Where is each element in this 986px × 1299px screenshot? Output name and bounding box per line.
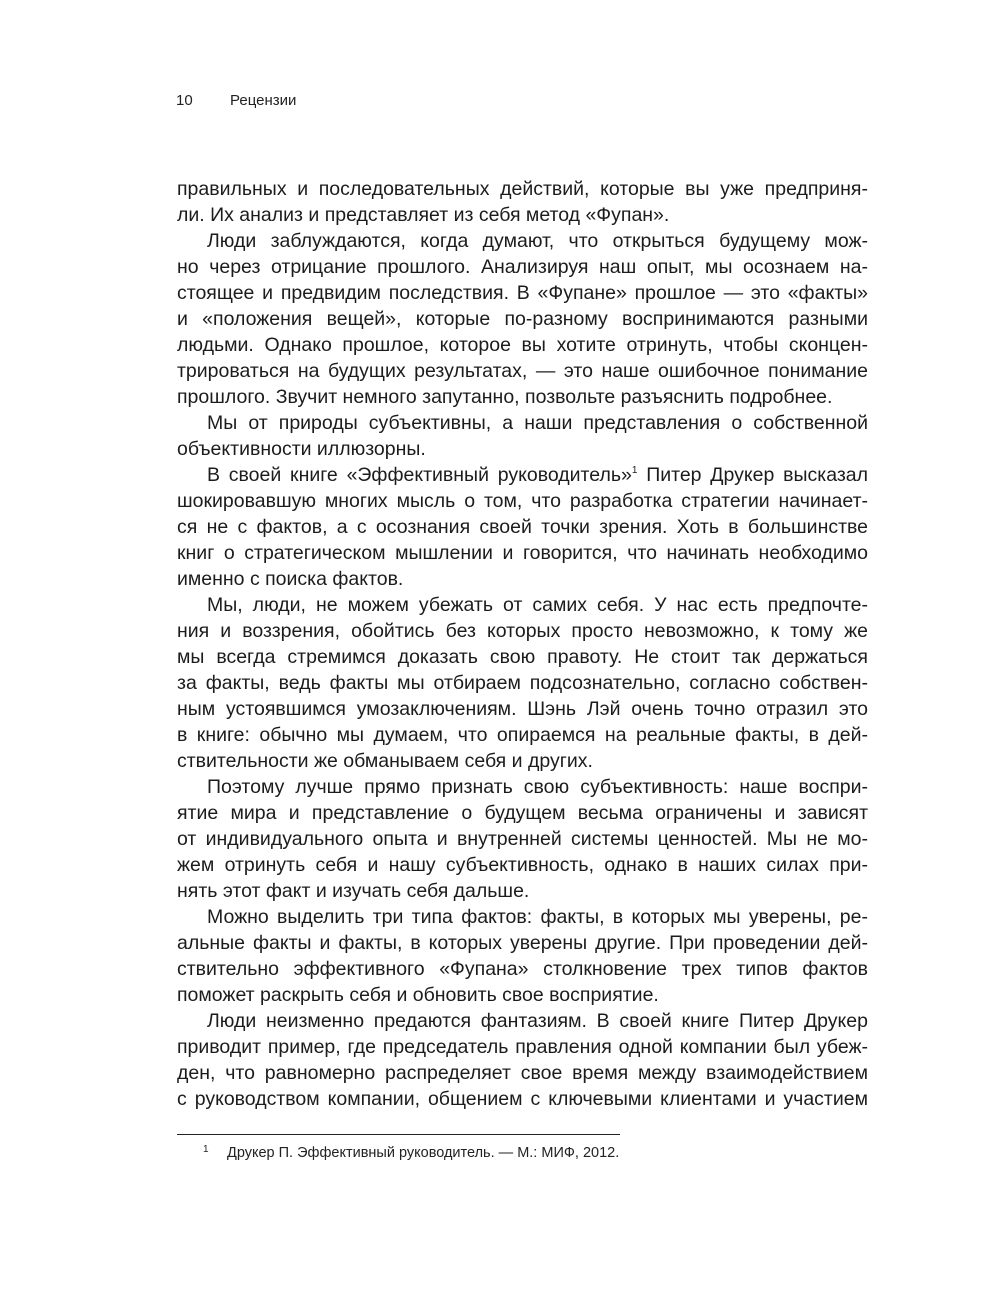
text-line: за факты, ведь факты мы отбираем подсознательно, согласно собствен- (177, 672, 868, 694)
page-header (176, 91, 296, 111)
text-line: Мы от природы субъективны, а наши представления о собственной (207, 412, 868, 434)
footnote-marker: 1 (203, 1144, 209, 1155)
text-line: ден, что равномерно распределяет свое время между взаимодействием (177, 1062, 868, 1084)
footnote (203, 1140, 619, 1163)
text-line: но через отрицание прошлого. Анализируя наш опыт, мы осознаем на- (177, 256, 868, 278)
text-line: от индивидуального опыта и внутренней системы ценностей. Мы не мо- (177, 828, 868, 850)
text-line: именно с поиска фактов. (177, 568, 404, 590)
text-line: правильных и последовательных действий, которые вы уже предприня- (177, 178, 868, 200)
text-line: стоящее и предвидим последствия. В «Фупане» прошлое — это «факты» (177, 282, 868, 304)
text-line: жем отринуть себя и нашу субъективность, однако в наших силах при- (177, 854, 868, 876)
text-line: ся не с фактов, а с осознания своей точки зрения. Хоть в большинстве (177, 516, 868, 538)
text-line: альные факты и факты, в которых уверены другие. При проведении дей- (177, 932, 868, 954)
text-line: шокировавшую многих мысль о том, что разработка стратегии начинает- (177, 490, 868, 512)
text-line: ным устоявшимся умозаключениям. Шэнь Лэй очень точно отразил это (177, 698, 868, 720)
text-line: книг о стратегическом мышлении и говорится, что начинать необходимо (177, 542, 868, 564)
text-fragment: В своей книге «Эффективный руководитель» (207, 464, 632, 486)
text-line: Мы, люди, не можем убежать от самих себя. У нас есть предпочте- (207, 594, 868, 616)
text-line: Можно выделить три типа фактов: факты, в которых мы уверены, ре- (207, 906, 868, 928)
text-line: приводит пример, где председатель правления одной компании был убеж- (177, 1036, 868, 1058)
text-line: трироваться на будущих результатах, — это наше ошибочное понимание (177, 360, 868, 382)
text-line: Люди неизменно предаются фантазиям. В своей книге Питер Друкер (207, 1010, 868, 1032)
text-line: поможет раскрыть себя и обновить свое восприятие. (177, 984, 659, 1006)
text-line: мы всегда стремимся доказать свою правоту. Не стоит так держаться (177, 646, 868, 668)
text-line: ствительно эффективного «Фупана» столкновение трех типов фактов (177, 958, 868, 980)
text-line: в книге: обычно мы думаем, что опираемся на реальные факты, в дей- (177, 724, 868, 746)
paragraph (177, 410, 868, 462)
text-fragment: Питер Друкер высказал (637, 464, 868, 486)
paragraph (177, 462, 868, 592)
running-title: Рецензии (230, 92, 297, 109)
text-line: людьми. Однако прошлое, которое вы хотите отринуть, чтобы сконцен- (177, 334, 868, 356)
text-line: ствительности же обманываем себя и других. (177, 750, 593, 772)
text-line: объективности иллюзорны. (177, 438, 426, 460)
text-line: ния и воззрения, обойтись без которых просто невозможно, к тому же (177, 620, 868, 642)
page-number: 10 (176, 92, 193, 109)
paragraph (177, 228, 868, 410)
text-line: нять этот факт и изучать себя дальше. (177, 880, 530, 902)
footnote-divider (177, 1134, 620, 1135)
footnote-text: Друкер П. Эффективный руководитель. — М.: МИФ, 2012. (227, 1145, 620, 1161)
text-line: и «положения вещей», которые по-разному воспринимаются разными (177, 308, 868, 330)
paragraph (177, 176, 868, 228)
footnote-reference: 1 (631, 465, 638, 476)
paragraph (177, 904, 868, 1008)
paragraph (177, 1008, 868, 1112)
text-line: ятие мира и представление о будущем весьма ограничены и зависят (177, 802, 868, 824)
paragraph (177, 592, 868, 774)
text-line: ли. Их анализ и представляет из себя метод «Фупан». (177, 204, 670, 226)
text-line (177, 462, 868, 488)
text-line: Люди заблуждаются, когда думают, что открыться будущему мож- (207, 230, 868, 252)
text-line: прошлого. Звучит немного запутанно, позвольте разъяснить подробнее. (177, 386, 833, 408)
text-line: с руководством компании, общением с ключевыми клиентами и участием (177, 1088, 868, 1110)
text-line: Поэтому лучше прямо признать свою субъективность: наше воспри- (207, 776, 868, 798)
paragraph (177, 774, 868, 904)
body-text (177, 176, 868, 1112)
